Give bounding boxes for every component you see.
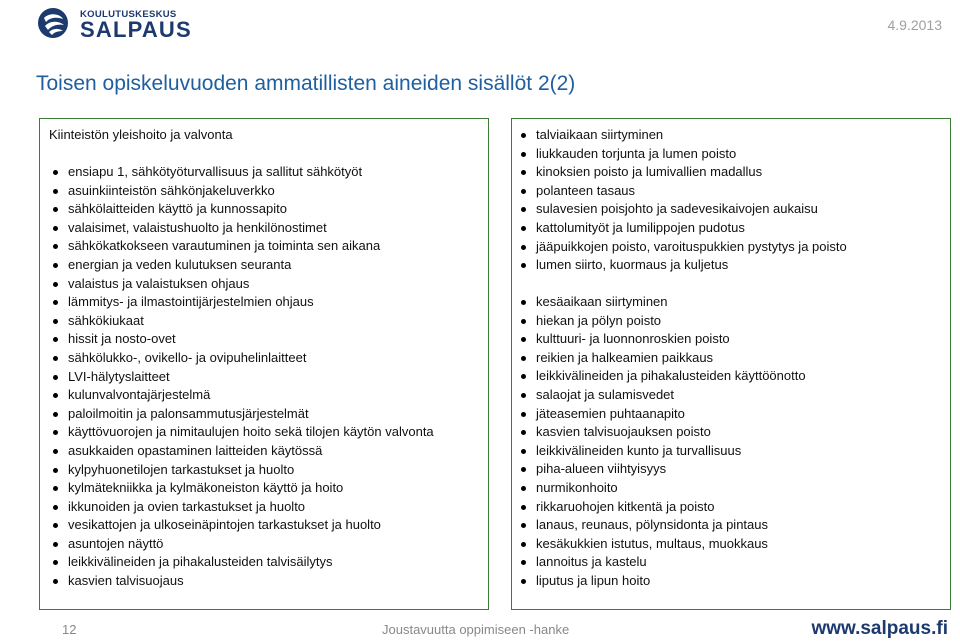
list-item	[53, 442, 434, 461]
list-item	[521, 535, 806, 554]
list-item-text: lannoitus ja kastelu	[536, 554, 647, 570]
list-item	[521, 423, 806, 442]
list-item-text: liukkauden torjunta ja lumen poisto	[536, 145, 737, 161]
list-item-text: energian ja veden kulutuksen seuranta	[68, 256, 292, 272]
list-item-text: ikkunoiden ja ovien tarkastukset ja huolto	[68, 498, 306, 514]
bullet-icon	[53, 319, 58, 324]
right-bullet-list-winter	[521, 126, 847, 275]
bullet-icon	[53, 468, 58, 473]
bullet-icon	[521, 300, 526, 305]
list-item	[521, 572, 806, 591]
bullet-icon	[53, 207, 58, 212]
slide-date: 4.9.2013	[887, 17, 942, 33]
list-item-text: reikien ja halkeamien paikkaus	[536, 349, 714, 365]
list-item-text: valaisimet, valaistushuolto ja henkilönostimet	[68, 219, 327, 235]
list-item-text: asuntojen näyttö	[68, 535, 164, 551]
list-item-text: asuinkiinteistön sähkönjakeluverkko	[68, 182, 275, 198]
list-item-text: kinoksien poisto ja lumivallien madallus	[536, 164, 763, 180]
list-item	[521, 126, 847, 145]
list-item	[53, 405, 434, 424]
bullet-icon	[521, 189, 526, 194]
list-item-text: käyttövuorojen ja nimitaulujen hoito sekä tilojen käytön valvonta	[68, 424, 434, 440]
bullet-icon	[521, 226, 526, 231]
list-item-text: sähkökatkokseen varautuminen ja toiminta sen aikana	[68, 238, 381, 254]
bullet-icon	[53, 523, 58, 528]
list-item-text: kulttuuri- ja luonnonroskien poisto	[536, 331, 730, 347]
left-box-heading: Kiinteistön yleishoito ja valvonta	[49, 127, 233, 142]
list-item	[521, 219, 847, 238]
bullet-icon	[521, 560, 526, 565]
bullet-icon	[521, 245, 526, 250]
bullet-icon	[53, 505, 58, 510]
bullet-icon	[53, 300, 58, 305]
list-item-text: sähkökiukaat	[68, 312, 144, 328]
bullet-icon	[521, 263, 526, 268]
list-item	[53, 163, 434, 182]
list-item	[53, 498, 434, 517]
bullet-icon	[53, 282, 58, 287]
list-item	[53, 386, 434, 405]
list-item	[53, 256, 434, 275]
list-item-text: liputus ja lipun hoito	[536, 572, 651, 588]
list-item	[521, 516, 806, 535]
bullet-icon	[521, 393, 526, 398]
list-item	[521, 145, 847, 164]
list-item	[53, 275, 434, 294]
list-item	[53, 182, 434, 201]
list-item	[53, 219, 434, 238]
bullet-icon	[521, 412, 526, 417]
bullet-icon	[521, 486, 526, 491]
list-item	[521, 163, 847, 182]
bullet-icon	[521, 579, 526, 584]
list-item-text: leikkivälineiden ja pihakalusteiden talvisäilytys	[68, 554, 333, 570]
bullet-icon	[53, 486, 58, 491]
bullet-icon	[521, 133, 526, 138]
bullet-icon	[53, 226, 58, 231]
footer-text: Joustavuutta oppimiseen -hanke	[382, 622, 570, 637]
left-content-box	[39, 118, 489, 610]
list-item-text: asukkaiden opastaminen laitteiden käytössä	[68, 442, 323, 458]
list-item	[53, 349, 434, 368]
right-content-box	[511, 118, 951, 610]
bullet-icon	[53, 244, 58, 249]
right-bullet-list-summer	[521, 293, 806, 591]
list-item-text: vesikattojen ja ulkoseinäpintojen tarkastukset ja huolto	[68, 517, 381, 533]
list-item	[53, 461, 434, 480]
list-item-text: lanaus, reunaus, pölynsidonta ja pintaus	[536, 517, 768, 533]
list-item	[53, 479, 434, 498]
bullet-icon	[53, 393, 58, 398]
bullet-icon	[53, 542, 58, 547]
list-item-text: rikkaruohojen kitkentä ja poisto	[536, 498, 715, 514]
list-item	[521, 200, 847, 219]
list-item	[521, 256, 847, 275]
slide-title: Toisen opiskeluvuoden ammatillisten aineiden sisällöt 2(2)	[36, 72, 576, 95]
list-item	[53, 553, 434, 572]
list-item-text: hiekan ja pölyn poisto	[536, 312, 662, 328]
right-box-heading: talviaikaan siirtyminen	[536, 127, 664, 142]
bullet-icon	[521, 207, 526, 212]
bullet-icon	[53, 412, 58, 417]
list-item	[521, 182, 847, 201]
page-number: 12	[62, 622, 77, 637]
list-item	[53, 312, 434, 331]
bullet-icon	[53, 170, 58, 175]
salpaus-logo-icon	[36, 6, 74, 40]
bullet-icon	[53, 337, 58, 342]
list-item	[53, 572, 434, 591]
list-item-text: jääpuikkojen poisto, varoituspukkien pystytys ja poisto	[536, 238, 847, 254]
list-item	[521, 312, 806, 331]
list-item-text: leikkivälineiden kunto ja turvallisuus	[536, 442, 742, 458]
bullet-icon	[521, 523, 526, 528]
list-item	[53, 293, 434, 312]
list-item-text: lämmitys- ja ilmastointijärjestelmien ohjaus	[68, 294, 314, 310]
list-item	[53, 368, 434, 387]
bullet-icon	[521, 152, 526, 157]
bullet-icon	[53, 579, 58, 584]
footer-url: www.salpaus.fi	[811, 618, 948, 639]
list-item-text: ensiapu 1, sähkötyöturvallisuus ja sallitut sähkötyöt	[68, 164, 363, 179]
list-item	[521, 367, 806, 386]
bullet-icon	[521, 430, 526, 435]
list-item-text: kylmätekniikka ja kylmäkoneiston käyttö ja hoito	[68, 480, 344, 496]
list-item	[521, 460, 806, 479]
bullet-icon	[521, 505, 526, 510]
list-item-text: kasvien talvisuojauksen poisto	[536, 424, 711, 440]
list-item	[521, 349, 806, 368]
list-item-text: kattolumityöt ja lumilippojen pudotus	[536, 219, 745, 235]
list-item	[53, 535, 434, 554]
salpaus-logo	[36, 6, 196, 40]
list-item-text: leikkivälineiden ja pihakalusteiden käyttöönotto	[536, 368, 806, 384]
list-item	[521, 330, 806, 349]
logo-small-text: KOULUTUSKESKUS	[80, 9, 177, 20]
list-item-text: valaistus ja valaistuksen ohjaus	[68, 275, 250, 291]
list-item	[53, 237, 434, 256]
bullet-icon	[53, 375, 58, 380]
list-item-text: sähkölaitteiden käyttö ja kunnossapito	[68, 201, 287, 217]
list-item	[53, 516, 434, 535]
bullet-icon	[521, 449, 526, 454]
list-item-text: piha-alueen viihtyisyys	[536, 461, 667, 477]
bullet-icon	[53, 189, 58, 194]
list-item-text: hissit ja nosto-ovet	[68, 331, 176, 347]
bullet-icon	[521, 374, 526, 379]
list-item	[53, 423, 434, 442]
bullet-icon	[521, 319, 526, 324]
list-item	[521, 238, 847, 257]
list-item	[521, 479, 806, 498]
bullet-icon	[521, 170, 526, 175]
list-item-text: paloilmoitin ja palonsammutusjärjestelmät	[68, 405, 309, 421]
list-item-text: jäteasemien puhtaanapito	[536, 405, 685, 421]
list-item	[521, 293, 806, 312]
list-item-text: kylpyhuonetilojen tarkastukset ja huolto	[68, 461, 295, 477]
list-item-text: LVI-hälytyslaitteet	[68, 368, 170, 384]
bullet-icon	[521, 356, 526, 361]
list-item-text: kasvien talvisuojaus	[68, 573, 184, 589]
list-item-text: sulavesien poisjohto ja sadevesikaivojen aukaisu	[536, 201, 818, 217]
bullet-icon	[53, 430, 58, 435]
list-item-text: lumen siirto, kuormaus ja kuljetus	[536, 257, 729, 273]
bullet-icon	[53, 263, 58, 268]
list-item-text: sähkölukko-, ovikello- ja ovipuhelinlaitteet	[68, 349, 307, 365]
list-item	[53, 330, 434, 349]
list-item-text: nurmikonhoito	[536, 479, 618, 495]
list-item-text: kesäkukkien istutus, multaus, muokkaus	[536, 535, 768, 551]
list-item-text: polanteen tasaus	[536, 182, 636, 198]
bullet-icon	[521, 337, 526, 342]
bullet-icon	[521, 467, 526, 472]
list-item	[521, 442, 806, 461]
bullet-icon	[53, 449, 58, 454]
left-bullet-list	[53, 163, 434, 591]
list-item-text: kesäaikaan siirtyminen	[536, 294, 668, 309]
bullet-icon	[53, 356, 58, 361]
bullet-icon	[521, 542, 526, 547]
logo-big-text: SALPAUS	[80, 17, 192, 42]
list-item	[53, 200, 434, 219]
list-item	[521, 498, 806, 517]
list-item	[521, 386, 806, 405]
bullet-icon	[53, 560, 58, 565]
list-item-text: salaojat ja sulamisvedet	[536, 386, 675, 402]
list-item	[521, 405, 806, 424]
list-item-text: kulunvalvontajärjestelmä	[68, 387, 211, 403]
list-item	[521, 553, 806, 572]
